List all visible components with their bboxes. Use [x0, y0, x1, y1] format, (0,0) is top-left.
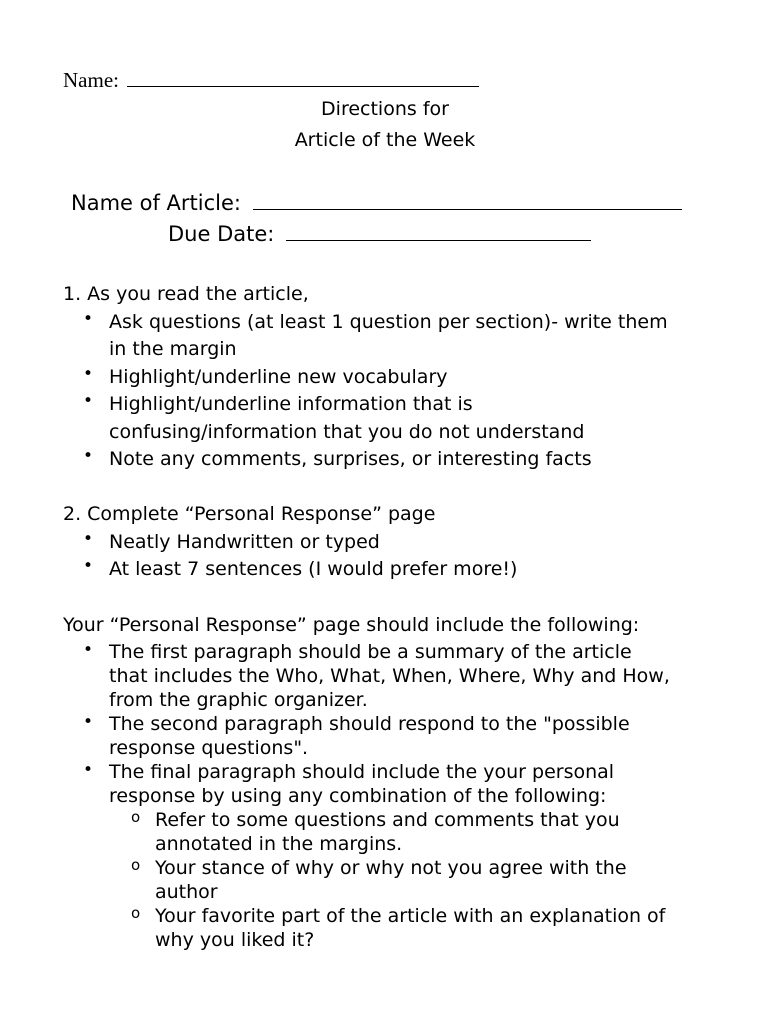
sub-list-item-line: why you liked it?	[155, 928, 315, 951]
circle-bullet-icon: o	[131, 903, 141, 922]
bullet-icon: •	[83, 308, 94, 329]
due-date-field	[168, 219, 591, 249]
sub-list-item-line: Your stance of why or why not you agree with the	[155, 856, 627, 879]
section-complete-response	[63, 501, 743, 584]
list-item-line: Highlight/underline information that is	[109, 393, 473, 415]
list-item-line: response by using any combination of the following:	[109, 784, 607, 807]
bullet-icon: •	[83, 528, 94, 549]
article-name-label: Name of Article:	[71, 191, 241, 215]
list-item-line: in the margin	[109, 338, 237, 360]
list-item-line: from the graphic organizer.	[109, 688, 368, 711]
circle-bullet-icon: o	[131, 855, 141, 874]
title-line-2: Article of the Week	[294, 129, 476, 151]
list-item	[63, 640, 743, 712]
title-line-1: Directions for	[321, 98, 449, 120]
sub-list-item	[63, 808, 743, 856]
article-name-field	[71, 188, 682, 218]
list-item-line: Highlight/underline new vocabulary	[109, 365, 448, 388]
sub-bullet-list	[63, 808, 743, 952]
sub-list-item-line: Your favorite part of the article with an explanation of	[155, 904, 666, 927]
sub-list-item-line: Refer to some questions and comments that you	[155, 808, 620, 831]
list-item-line: At least 7 sentences (I would prefer more!)	[109, 558, 518, 580]
list-item-line: Note any comments, surprises, or interesting facts	[109, 448, 592, 470]
bullet-list	[63, 640, 743, 808]
bullet-icon: •	[83, 639, 94, 660]
list-item	[63, 391, 743, 446]
section-heading: 2. Complete “Personal Response” page	[63, 503, 436, 525]
list-item-line: confusing/information that you do not understand	[109, 420, 585, 443]
bullet-icon: •	[83, 391, 94, 411]
list-item-line: The first paragraph should be a summary of the article	[109, 640, 632, 663]
bullet-list	[63, 529, 743, 584]
sub-list-item	[63, 904, 743, 952]
list-item-line: response questions".	[109, 736, 309, 759]
section-reading-instructions	[63, 281, 743, 474]
list-item	[63, 760, 743, 808]
name-label: Name:	[63, 68, 119, 92]
list-item-line: Ask questions (at least 1 question per section)- write them	[109, 310, 668, 333]
section-heading: 1. As you read the article,	[63, 283, 309, 305]
list-item	[63, 364, 743, 392]
sub-list-item-line: author	[155, 880, 218, 903]
bullet-icon: •	[83, 363, 94, 384]
list-item	[63, 556, 743, 584]
bullet-icon: •	[83, 759, 94, 780]
sub-list-item	[63, 856, 743, 904]
list-item-line: The second paragraph should respond to the "possible	[109, 712, 630, 735]
bullet-icon: •	[83, 446, 94, 466]
bullet-icon: •	[83, 556, 94, 576]
list-item-line: Neatly Handwritten or typed	[109, 530, 380, 553]
sub-list-item-line: annotated in the margins.	[155, 832, 403, 855]
article-name-blank-line[interactable]	[253, 188, 682, 210]
section-heading: Your “Personal Response” page should include the following:	[63, 614, 640, 636]
section-response-contents	[63, 612, 743, 952]
name-blank-line[interactable]	[127, 67, 479, 87]
bullet-list	[63, 309, 743, 474]
list-item	[63, 309, 743, 364]
list-item-line: The final paragraph should include the your personal	[109, 760, 615, 783]
list-item	[63, 712, 743, 760]
due-date-label: Due Date:	[168, 222, 275, 246]
list-item	[63, 446, 743, 474]
bullet-icon: •	[83, 711, 94, 732]
due-date-blank-line[interactable]	[286, 219, 591, 241]
list-item-line: that includes the Who, What, When, Where, Why and How,	[109, 664, 670, 687]
list-item	[63, 529, 743, 557]
circle-bullet-icon: o	[131, 807, 141, 826]
name-field	[63, 66, 479, 94]
